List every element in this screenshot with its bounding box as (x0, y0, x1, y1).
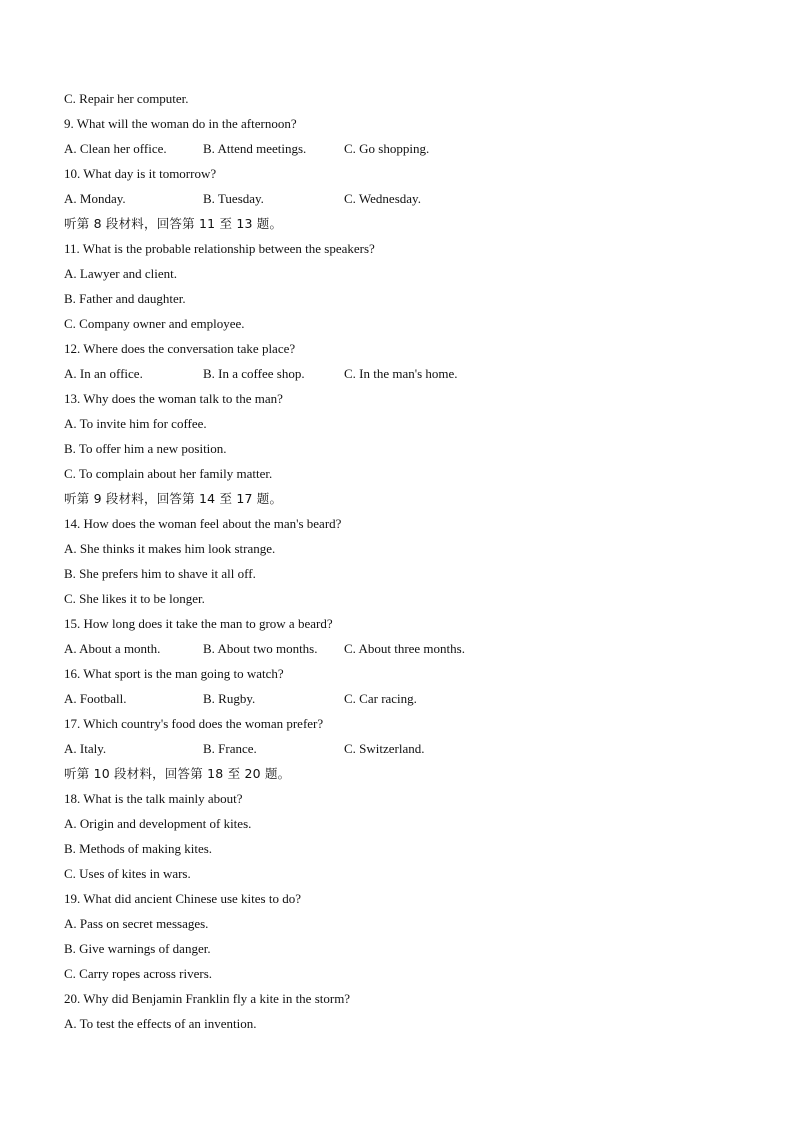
section-heading: 听第 9 段材料，回答第 14 至 17 题。 (64, 491, 283, 506)
option-b: B. Rugby. (203, 691, 256, 706)
text-line-row (64, 836, 744, 861)
text-line: C. To complain about her family matter. (64, 466, 273, 481)
text-line-row (64, 886, 744, 911)
section-line (64, 486, 744, 511)
option-c: C. Switzerland. (344, 741, 425, 756)
text-line-row (64, 411, 744, 436)
text-line-row (64, 536, 744, 561)
text-line-row (64, 461, 744, 486)
text-line: 13. Why does the woman talk to the man? (64, 391, 283, 406)
option-a: A. Football. (64, 691, 127, 706)
text-line: 10. What day is it tomorrow? (64, 166, 217, 181)
text-line: 12. Where does the conversation take place? (64, 341, 296, 356)
section-heading: 听第 10 段材料，回答第 18 至 20 题。 (64, 766, 291, 781)
options-row (64, 636, 744, 661)
option-b: B. In a coffee shop. (203, 366, 305, 381)
text-line: C. She likes it to be longer. (64, 591, 205, 606)
text-line-row (64, 1011, 744, 1036)
text-line: 18. What is the talk mainly about? (64, 791, 243, 806)
option-a: A. Italy. (64, 741, 107, 756)
text-line-row (64, 436, 744, 461)
text-line: B. Give warnings of danger. (64, 941, 211, 956)
section-heading: 听第 8 段材料，回答第 11 至 13 题。 (64, 216, 283, 231)
text-line: 14. How does the woman feel about the man's beard? (64, 516, 342, 531)
section-line (64, 761, 744, 786)
question-list (64, 86, 744, 1036)
text-line-row (64, 711, 744, 736)
text-line: B. She prefers him to shave it all off. (64, 566, 256, 581)
text-line-row (64, 661, 744, 686)
text-line: 11. What is the probable relationship between the speakers? (64, 241, 375, 256)
section-line (64, 211, 744, 236)
text-line: B. To offer him a new position. (64, 441, 227, 456)
text-line-row (64, 111, 744, 136)
option-c: C. Car racing. (344, 691, 417, 706)
option-b: B. About two months. (203, 641, 318, 656)
text-line: 17. Which country's food does the woman prefer? (64, 716, 324, 731)
options-row (64, 136, 744, 161)
option-b: B. France. (203, 741, 257, 756)
text-line: A. She thinks it makes him look strange. (64, 541, 276, 556)
text-line-row (64, 561, 744, 586)
text-line: A. Lawyer and client. (64, 266, 177, 281)
text-line: 9. What will the woman do in the afternoon? (64, 116, 297, 131)
text-line-row (64, 911, 744, 936)
option-a: A. In an office. (64, 366, 143, 381)
option-c: C. About three months. (344, 641, 465, 656)
options-row (64, 361, 744, 386)
options-row (64, 686, 744, 711)
text-line-row (64, 961, 744, 986)
text-line: C. Uses of kites in wars. (64, 866, 191, 881)
text-line-row (64, 236, 744, 261)
option-a: A. Clean her office. (64, 141, 167, 156)
text-line-row (64, 986, 744, 1011)
option-a: A. About a month. (64, 641, 161, 656)
text-line: B. Methods of making kites. (64, 841, 213, 856)
option-c: C. Go shopping. (344, 141, 430, 156)
text-line: A. To invite him for coffee. (64, 416, 207, 431)
option-b: B. Attend meetings. (203, 141, 307, 156)
options-row (64, 186, 744, 211)
text-line-row (64, 386, 744, 411)
text-line: C. Company owner and employee. (64, 316, 245, 331)
text-line-row (64, 611, 744, 636)
text-line-row (64, 511, 744, 536)
options-row (64, 736, 744, 761)
text-line: B. Father and daughter. (64, 291, 186, 306)
text-line: A. Pass on secret messages. (64, 916, 209, 931)
text-line-row (64, 261, 744, 286)
text-line-row (64, 786, 744, 811)
text-line-row (64, 936, 744, 961)
text-line: A. Origin and development of kites. (64, 816, 252, 831)
text-line-row (64, 336, 744, 361)
option-a: A. Monday. (64, 191, 126, 206)
text-line: C. Carry ropes across rivers. (64, 966, 213, 981)
text-line: C. Repair her computer. (64, 91, 189, 106)
text-line-row (64, 861, 744, 886)
text-line: 15. How long does it take the man to grow a beard? (64, 616, 333, 631)
option-c: C. Wednesday. (344, 191, 421, 206)
text-line-row (64, 311, 744, 336)
text-line-row (64, 586, 744, 611)
text-line: A. To test the effects of an invention. (64, 1016, 257, 1031)
text-line: 20. Why did Benjamin Franklin fly a kite in the storm? (64, 991, 351, 1006)
option-c: C. In the man's home. (344, 366, 458, 381)
option-b: B. Tuesday. (203, 191, 264, 206)
text-line-row (64, 86, 744, 111)
text-line: 19. What did ancient Chinese use kites to do? (64, 891, 301, 906)
text-line-row (64, 286, 744, 311)
text-line-row (64, 161, 744, 186)
text-line: 16. What sport is the man going to watch? (64, 666, 284, 681)
text-line-row (64, 811, 744, 836)
